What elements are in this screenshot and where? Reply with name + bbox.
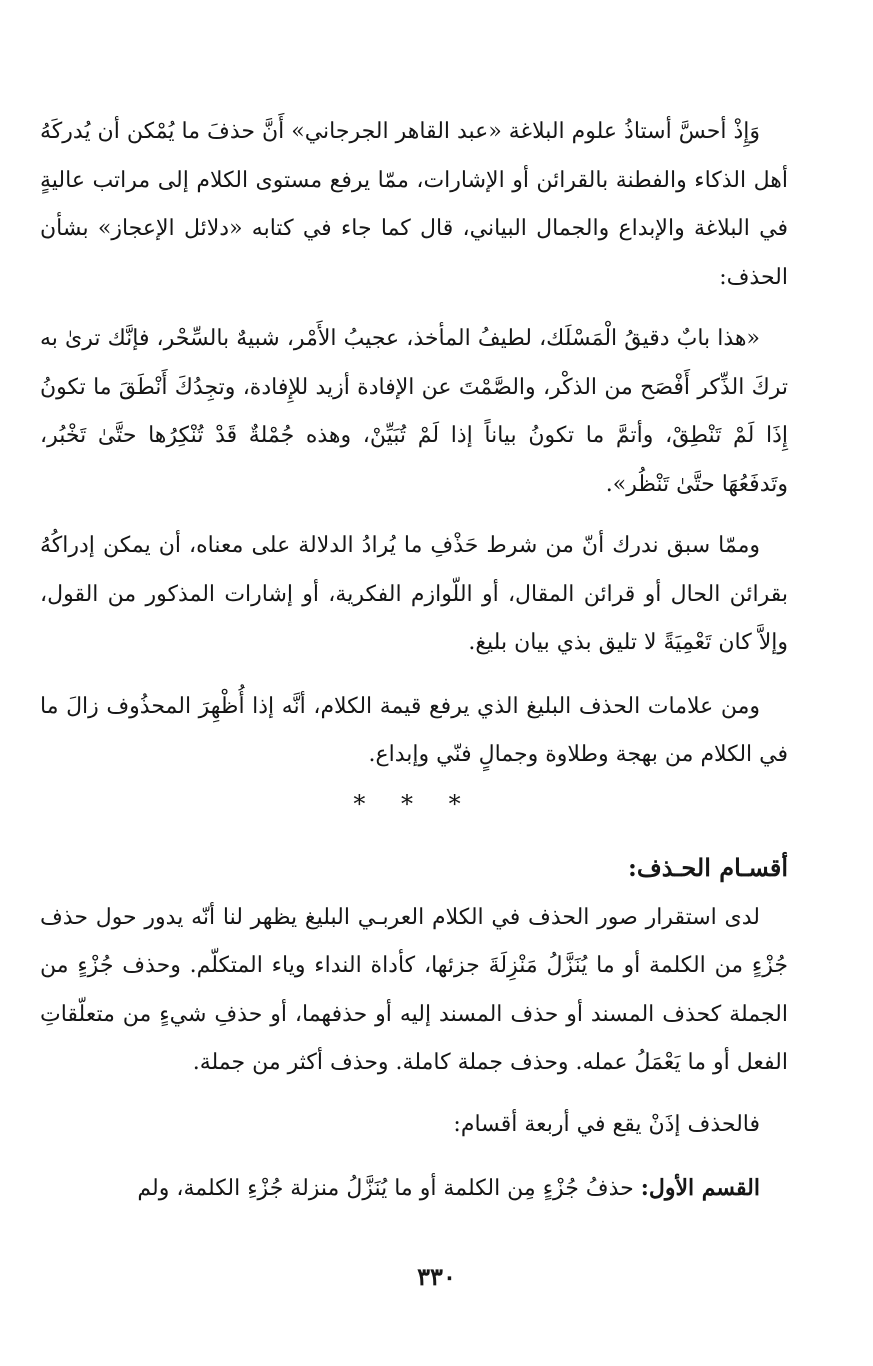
section-heading: أقسـام الحـذف: <box>628 852 788 882</box>
paragraph-four-parts: فالحذف إذَنْ يقع في أربعة أقسام: <box>453 1111 760 1137</box>
first-part-text: حذفُ جُزْءٍ مِن الكلمة أو ما يُنَزَّلُ منزلة جُزْءِ الكلمة، ولم <box>137 1176 641 1201</box>
paragraph-categories: لدى استقرار صور الحذف في الكلام العربـي البليغ يظهر لنا أنّه يدور حول حذف جُزْءٍ من الكلمة أو ما يُنَزَّلُ مَنْزِلَةَ جزئها، كأداة النداء وياء المتكلّم. وحذف جُزْءٍ من الجملة كحذف المسند أو حذف المسند إليه أو حذفهما، أو حذفِ شيءٍ من متعلّقاتِ الفعل أو ما يَعْمَلُ عمله. وحذف جملة كاملة. وحذف أكثر من جملة. <box>40 904 788 1075</box>
section-separator: * * * <box>353 789 475 818</box>
paragraph-intro: وَإِذْ أحسَّ أستاذُ علوم البلاغة «عبد القاهر الجرجاني» أَنَّ حذفَ ما يُمْكن أن يُدركَهُ أهل الذكاء والفطنة بالقرائن أو الإشارات، ممّا يرفع مستوى الكلام إلى مراتب عاليةٍ في البلاغة والإبداع والجمال البياني، قال كما جاء في كتابه «دلائل الإعجاز» بشأن الحذف: <box>40 119 788 290</box>
page-body <box>40 108 788 1288</box>
paragraph-first-part <box>40 1164 788 1214</box>
page-number: ٣٣٠ <box>417 1262 456 1291</box>
first-part-label: القسم الأول: <box>640 1175 760 1201</box>
paragraph-condition: وممّا سبق ندرك أنّ من شرط حَذْفِ ما يُرادُ الدلالة على معناه، أن يمكن إدراكُهُ بقرائن الحال أو قرائن المقال، أو اللّوازم الفكرية، أو إشارات المذكور من القول، وإلاَّ كان تَعْمِيَةً لا تليق بذي بيان بليغ. <box>40 533 788 655</box>
paragraph-signs: ومن علامات الحذف البليغ الذي يرفع قيمة الكلام، أنَّه إذا أُظْهِرَ المحذُوف زالَ ما في الكلام من بهجة وطلاوة وجمالٍ فنّي وإبداع. <box>40 693 788 767</box>
quotation-paragraph: «هذا بابٌ دقيقُ الْمَسْلَك، لطيفُ المأخذ، عجيبُ الأَمْر، شبيهٌ بالسِّحْر، فإنَّك ترىٰ به تركَ الذِّكر أَفْصَح من الذكْر، والصَّمْتَ عن الإفادة أزيد للإِفادة، وتجِدُكَ أَنْطَقَ ما تكونُ إِذَا لَمْ تَنْطِقْ، وأتمَّ ما تكونُ بياناً إذا لَمْ تُبَيِّنْ، وهذه جُمْلةٌ قَدْ تُنْكِرُها حتَّىٰ تَخْبُر، وتَدفَعُهَا حتَّىٰ تَنْظُر». <box>40 326 788 497</box>
